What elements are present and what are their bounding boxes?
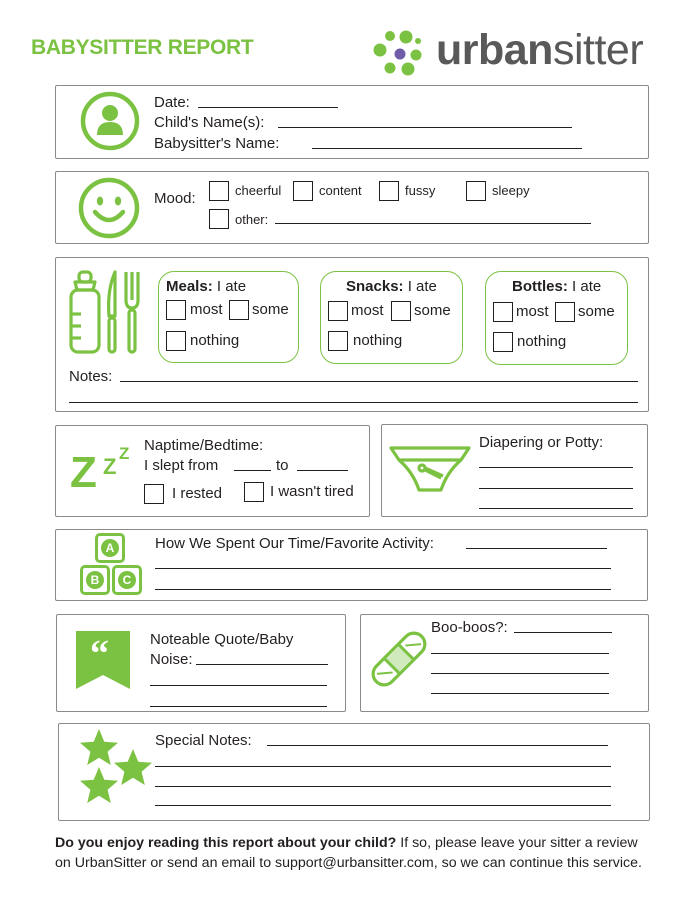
meals-some-label: some — [252, 301, 289, 318]
urbansitter-logo — [370, 26, 670, 82]
block-a: A — [101, 539, 119, 557]
booboo-field-2[interactable] — [431, 653, 609, 654]
mood-option-fussy: fussy — [405, 183, 436, 198]
report-title: BABYSITTER REPORT — [31, 36, 254, 59]
mood-option-sleepy: sleepy — [492, 183, 530, 198]
booboo-field-4[interactable] — [431, 693, 609, 694]
stars-icon — [77, 729, 153, 809]
mood-content-checkbox[interactable] — [293, 181, 313, 201]
bandage-icon — [367, 627, 431, 691]
meals-card-title — [166, 278, 246, 296]
slept-from-label: I slept from — [144, 457, 219, 474]
meals-suffix: I ate — [212, 278, 247, 295]
meals-most-label: most — [190, 301, 223, 318]
quote-mark-icon: “ — [90, 633, 109, 675]
quote-field-1[interactable] — [196, 664, 328, 665]
bottles-some-label: some — [578, 303, 615, 320]
snacks-most-checkbox[interactable] — [328, 301, 348, 321]
abc-blocks-icon — [78, 533, 146, 597]
rested-checkbox[interactable] — [144, 484, 164, 504]
booboo-field-1[interactable] — [514, 632, 612, 633]
mood-cheerful-checkbox[interactable] — [209, 181, 229, 201]
footer-request: If so, please leave your sitter a review on UrbanSitter or send an email to support@urbansitter.com, so we can continue this service. — [55, 835, 642, 871]
meals-nothing-label: nothing — [190, 332, 240, 349]
meals-title: Meals: — [166, 278, 213, 295]
snacks-some-checkbox[interactable] — [391, 301, 411, 321]
logo-bold: urban — [436, 26, 553, 74]
bottles-card-title — [512, 278, 601, 296]
sitter-name-label: Babysitter's Name: — [154, 135, 280, 152]
special-notes-field-4[interactable] — [155, 805, 611, 806]
bottles-nothing-checkbox[interactable] — [493, 332, 513, 352]
mood-other-checkbox[interactable] — [209, 209, 229, 229]
mood-option-content: content — [319, 183, 362, 198]
mood-option-other: other: — [235, 212, 269, 227]
bottles-suffix: I ate — [567, 278, 602, 295]
activity-label: How We Spent Our Time/Favorite Activity: — [155, 535, 434, 552]
footer-text — [55, 833, 655, 873]
bottles-some-checkbox[interactable] — [555, 302, 575, 322]
activity-field-1[interactable] — [466, 548, 607, 549]
block-b: B — [86, 571, 104, 589]
child-name-label: Child's Name(s): — [154, 114, 265, 131]
special-notes-label: Special Notes: — [155, 732, 252, 749]
slept-to-label: to — [276, 457, 289, 474]
activity-field-2[interactable] — [155, 568, 611, 569]
date-field[interactable] — [198, 107, 338, 108]
diaper-icon — [389, 444, 471, 496]
bottle-utensils-icon — [68, 270, 142, 356]
child-avatar-icon — [80, 91, 140, 151]
slept-to-field[interactable] — [297, 470, 348, 471]
naptime-label: Naptime/Bedtime: — [144, 437, 264, 454]
quote-label-2: Noise: — [150, 651, 193, 668]
quote-label-1: Noteable Quote/Baby — [150, 631, 294, 648]
not-tired-checkbox[interactable] — [244, 482, 264, 502]
logo-dots-icon — [370, 26, 432, 82]
bottles-most-label: most — [516, 303, 549, 320]
child-name-field[interactable] — [278, 127, 572, 128]
booboo-field-3[interactable] — [431, 673, 609, 674]
snacks-card-title — [346, 278, 437, 296]
quote-field-2[interactable] — [150, 685, 327, 686]
rested-label: I rested — [172, 485, 223, 502]
sleep-zzz-icon: Z Z Z — [70, 444, 130, 497]
mood-other-field[interactable] — [275, 223, 591, 224]
snacks-most-label: most — [351, 302, 384, 319]
logo-light: sitter — [552, 26, 644, 74]
diaper-field-3[interactable] — [479, 508, 633, 509]
food-notes-field-2[interactable] — [69, 402, 638, 403]
diaper-field-1[interactable] — [479, 467, 633, 468]
meals-some-checkbox[interactable] — [229, 300, 249, 320]
food-notes-field[interactable] — [120, 381, 638, 382]
block-c: C — [118, 571, 136, 589]
mood-option-cheerful: cheerful — [235, 183, 282, 198]
special-notes-field-2[interactable] — [155, 766, 611, 767]
snacks-some-label: some — [414, 302, 451, 319]
diaper-field-2[interactable] — [479, 488, 633, 489]
quote-field-3[interactable] — [150, 706, 327, 707]
mood-fussy-checkbox[interactable] — [379, 181, 399, 201]
booboo-label: Boo-boos?: — [431, 619, 508, 636]
footer-question: Do you enjoy reading this report about your child? — [55, 835, 397, 851]
bottles-title: Bottles: — [512, 278, 568, 295]
slept-from-field[interactable] — [234, 470, 271, 471]
bottles-nothing-label: nothing — [517, 333, 567, 350]
bottles-most-checkbox[interactable] — [493, 302, 513, 322]
mood-label: Mood: — [154, 190, 196, 207]
food-notes-label: Notes: — [69, 368, 113, 385]
activity-field-3[interactable] — [155, 589, 611, 590]
snacks-title: Snacks: — [346, 278, 404, 295]
special-notes-field-1[interactable] — [267, 745, 608, 746]
smiley-face-icon — [78, 177, 140, 239]
snacks-suffix: I ate — [403, 278, 437, 295]
snacks-nothing-checkbox[interactable] — [328, 331, 348, 351]
diaper-label: Diapering or Potty: — [479, 434, 604, 451]
special-notes-field-3[interactable] — [155, 786, 611, 787]
mood-sleepy-checkbox[interactable] — [466, 181, 486, 201]
meals-nothing-checkbox[interactable] — [166, 331, 186, 351]
date-label: Date: — [154, 94, 190, 111]
not-tired-label: I wasn't tired — [270, 483, 354, 500]
meals-most-checkbox[interactable] — [166, 300, 186, 320]
snacks-nothing-label: nothing — [353, 332, 403, 349]
sitter-name-field[interactable] — [312, 148, 582, 149]
